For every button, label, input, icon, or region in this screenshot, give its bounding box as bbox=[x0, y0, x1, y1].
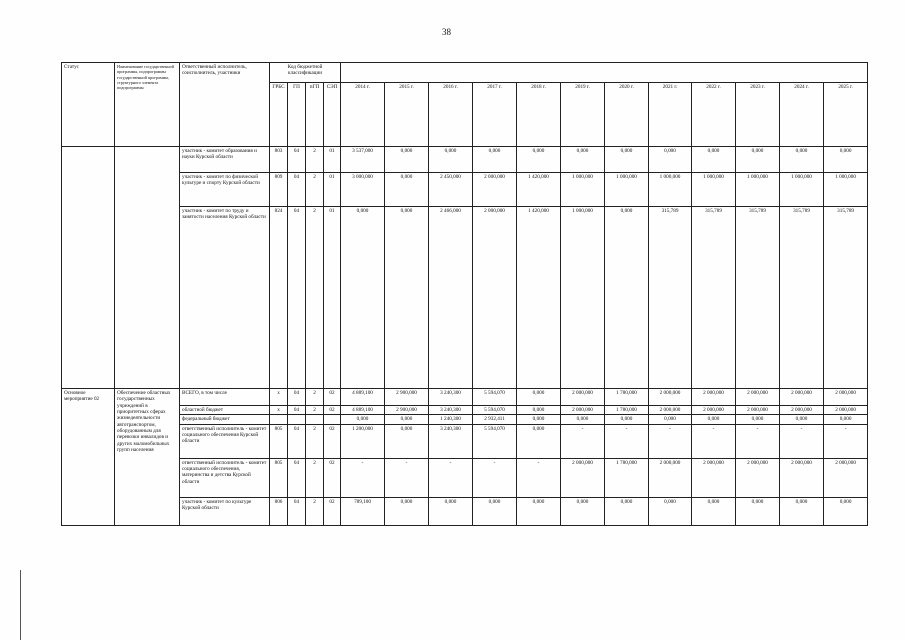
value-cell: 2 000,000 bbox=[692, 389, 736, 406]
value-cell: 2 932,411 bbox=[473, 415, 517, 424]
value-cell: 1 000,000 bbox=[605, 173, 649, 207]
value-cell: 0,000 bbox=[385, 173, 429, 207]
code-sep: 02 bbox=[324, 424, 341, 458]
value-cell: 3 240,300 bbox=[429, 389, 473, 406]
header-sep: СЭП bbox=[324, 83, 341, 147]
code-pgp: 2 bbox=[306, 406, 324, 415]
value-cell: 3 537,000 bbox=[341, 147, 385, 173]
row-label: ВСЕГО, в том числе bbox=[180, 389, 270, 406]
value-cell: 0,000 bbox=[649, 415, 692, 424]
value-cell: 0,000 bbox=[692, 147, 736, 173]
value-cell: 0,000 bbox=[605, 497, 649, 525]
value-cell: 3 240,300 bbox=[429, 424, 473, 458]
value-cell: 4 889,100 bbox=[341, 389, 385, 406]
code-sep: 02 bbox=[324, 406, 341, 415]
code-grbs: 806 bbox=[270, 497, 288, 525]
code-gp: 04 bbox=[288, 424, 306, 458]
value-cell: 0,000 bbox=[649, 147, 692, 173]
value-cell: 1 000,000 bbox=[561, 207, 605, 389]
value-cell: 2 000,000 bbox=[649, 389, 692, 406]
value-cell: 2 000,000 bbox=[824, 458, 868, 497]
code-gp: 04 bbox=[288, 406, 306, 415]
row-label: участник - комитет по культуре Курской области bbox=[180, 497, 270, 525]
code-grbs: х bbox=[270, 406, 288, 415]
value-cell: 0,000 bbox=[824, 497, 868, 525]
value-cell: 0,000 bbox=[736, 415, 780, 424]
value-cell: 2 000,000 bbox=[692, 458, 736, 497]
status-cell: Основное мероприятие 02 bbox=[62, 389, 115, 526]
code-sep: 02 bbox=[324, 458, 341, 497]
value-cell: 0,000 bbox=[605, 147, 649, 173]
row-label: федеральный бюджет bbox=[180, 415, 270, 424]
page-number: 38 bbox=[442, 27, 451, 37]
value-cell: 4 889,100 bbox=[341, 406, 385, 415]
code-gp bbox=[288, 415, 306, 424]
code-grbs: 803 bbox=[270, 147, 288, 173]
table-row bbox=[62, 173, 868, 207]
value-cell: 0,000 bbox=[517, 497, 561, 525]
code-pgp: 2 bbox=[306, 147, 324, 173]
value-cell: 5 594,070 bbox=[473, 389, 517, 406]
value-cell: 0,000 bbox=[605, 207, 649, 389]
value-cell: - bbox=[824, 424, 868, 458]
table-row bbox=[62, 406, 868, 415]
value-cell: 2 900,000 bbox=[385, 389, 429, 406]
budget-table bbox=[61, 62, 868, 526]
header-year: 2015 г. bbox=[385, 83, 429, 147]
value-cell: - bbox=[692, 424, 736, 458]
value-cell: 1 780,000 bbox=[605, 406, 649, 415]
value-cell: 0,000 bbox=[517, 415, 561, 424]
value-cell: 3 240,300 bbox=[429, 406, 473, 415]
value-cell: 5 594,070 bbox=[473, 424, 517, 458]
value-cell: 2 000,000 bbox=[649, 458, 692, 497]
value-cell: 2 000,000 bbox=[736, 389, 780, 406]
value-cell: 2 000,000 bbox=[649, 406, 692, 415]
value-cell: 2 000,000 bbox=[736, 406, 780, 415]
value-cell: - bbox=[341, 458, 385, 497]
value-cell: 315,789 bbox=[780, 207, 824, 389]
code-grbs: 824 bbox=[270, 207, 288, 389]
header-gp: ГП bbox=[288, 83, 306, 147]
value-cell: 0,000 bbox=[341, 415, 385, 424]
row-label: участник - комитет по труду и занятости населения Курской области bbox=[180, 207, 270, 389]
value-cell: - bbox=[605, 424, 649, 458]
header-year: 2014 г. bbox=[341, 83, 385, 147]
value-cell: 2 000,000 bbox=[736, 458, 780, 497]
value-cell: 315,789 bbox=[649, 207, 692, 389]
value-cell: 2 000,000 bbox=[780, 389, 824, 406]
row-label: областной бюджет bbox=[180, 406, 270, 415]
value-cell: - bbox=[385, 458, 429, 497]
table-row bbox=[62, 147, 868, 173]
code-gp: 04 bbox=[288, 458, 306, 497]
table-row bbox=[62, 207, 868, 389]
value-cell: 0,000 bbox=[385, 415, 429, 424]
value-cell: 315,789 bbox=[692, 207, 736, 389]
value-cell: 2 000,000 bbox=[561, 406, 605, 415]
value-cell: 0,000 bbox=[561, 415, 605, 424]
value-cell: 2 000,000 bbox=[561, 389, 605, 406]
value-cell: 0,000 bbox=[736, 497, 780, 525]
header-status: Статус bbox=[62, 63, 115, 147]
table-row bbox=[62, 497, 868, 525]
value-cell: 2 000,000 bbox=[780, 406, 824, 415]
header-pgp: пГП bbox=[306, 83, 324, 147]
value-cell: 2 000,000 bbox=[473, 173, 517, 207]
value-cell: 2 900,000 bbox=[385, 406, 429, 415]
value-cell: 0,000 bbox=[780, 147, 824, 173]
status-cell-empty bbox=[62, 147, 115, 389]
value-cell: 0,000 bbox=[517, 406, 561, 415]
value-cell: 0,000 bbox=[517, 389, 561, 406]
header-year: 2022 г. bbox=[692, 83, 736, 147]
header-year: 2016 г. bbox=[429, 83, 473, 147]
value-cell: 0,000 bbox=[736, 147, 780, 173]
table-row bbox=[62, 389, 868, 406]
value-cell: 2 000,000 bbox=[692, 406, 736, 415]
value-cell: 0,000 bbox=[824, 415, 868, 424]
value-cell: 789,100 bbox=[341, 497, 385, 525]
code-gp: 04 bbox=[288, 147, 306, 173]
value-cell: 1 780,000 bbox=[605, 389, 649, 406]
value-cell: 0,000 bbox=[385, 497, 429, 525]
code-sep: 02 bbox=[324, 389, 341, 406]
code-grbs bbox=[270, 415, 288, 424]
value-cell: 0,000 bbox=[605, 415, 649, 424]
value-cell: 0,000 bbox=[692, 415, 736, 424]
program-cell-empty bbox=[115, 147, 180, 389]
value-cell: 2 466,000 bbox=[429, 207, 473, 389]
row-label: ответственный исполнитель - комитет социального обеспечения Курской области bbox=[180, 424, 270, 458]
header-year: 2017 г. bbox=[473, 83, 517, 147]
value-cell: - bbox=[649, 424, 692, 458]
value-cell: - bbox=[561, 424, 605, 458]
header-year: 2023 г. bbox=[736, 83, 780, 147]
value-cell: - bbox=[780, 424, 824, 458]
code-gp: 04 bbox=[288, 207, 306, 389]
code-sep: 01 bbox=[324, 173, 341, 207]
code-sep: 01 bbox=[324, 207, 341, 389]
row-label: участник - комитет по физической культуре и спорту Курской области bbox=[180, 173, 270, 207]
header-year: 2025 г. bbox=[824, 83, 868, 147]
value-cell: - bbox=[473, 458, 517, 497]
value-cell: 0,000 bbox=[517, 424, 561, 458]
value-cell: 3 000,000 bbox=[341, 173, 385, 207]
value-cell: 2 000,000 bbox=[780, 458, 824, 497]
value-cell: 0,000 bbox=[561, 497, 605, 525]
header-grbs: ГРБС bbox=[270, 83, 288, 147]
value-cell: 5 594,070 bbox=[473, 406, 517, 415]
value-cell: 0,000 bbox=[692, 497, 736, 525]
value-cell: 0,000 bbox=[473, 147, 517, 173]
code-pgp: 2 bbox=[306, 389, 324, 406]
value-cell: 2 000,000 bbox=[473, 207, 517, 389]
value-cell: 0,000 bbox=[385, 207, 429, 389]
code-sep bbox=[324, 415, 341, 424]
row-label: участник - комитет образования и науки Курской области bbox=[180, 147, 270, 173]
code-pgp: 2 bbox=[306, 173, 324, 207]
value-cell: 0,000 bbox=[780, 497, 824, 525]
value-cell: - bbox=[517, 458, 561, 497]
value-cell: 1 000,000 bbox=[736, 173, 780, 207]
header-year: 2021 г. bbox=[649, 83, 692, 147]
value-cell: 0,000 bbox=[824, 147, 868, 173]
code-gp: 04 bbox=[288, 497, 306, 525]
header-responsible: Ответственный исполнитель, соисполнитель, участники bbox=[180, 63, 270, 147]
code-gp: 04 bbox=[288, 389, 306, 406]
value-cell: 315,789 bbox=[736, 207, 780, 389]
value-cell: 1 420,000 bbox=[517, 173, 561, 207]
value-cell: 0,000 bbox=[649, 497, 692, 525]
code-pgp: 2 bbox=[306, 424, 324, 458]
header-years-group bbox=[341, 63, 868, 83]
code-pgp: 2 bbox=[306, 207, 324, 389]
code-grbs: 805 bbox=[270, 458, 288, 497]
table-row bbox=[62, 458, 868, 497]
value-cell: 1 000,000 bbox=[561, 173, 605, 207]
code-pgp bbox=[306, 415, 324, 424]
table-row bbox=[62, 415, 868, 424]
value-cell: 2 000,000 bbox=[561, 458, 605, 497]
value-cell: 2 000,000 bbox=[824, 389, 868, 406]
header-budget-code: Код бюджетной классификации bbox=[270, 63, 341, 83]
header-program-name: Наименование государственной программы, подпрограммы государственной программы, структурного элемента подпрограммы bbox=[115, 63, 180, 147]
value-cell: 0,000 bbox=[341, 207, 385, 389]
value-cell: 0,000 bbox=[473, 497, 517, 525]
header-year: 2024 г. bbox=[780, 83, 824, 147]
value-cell: 0,000 bbox=[780, 415, 824, 424]
code-grbs: х bbox=[270, 389, 288, 406]
header-year: 2018 г. bbox=[517, 83, 561, 147]
value-cell: - bbox=[736, 424, 780, 458]
value-cell: 1 200,000 bbox=[341, 424, 385, 458]
row-label: ответственный исполнитель - комитет социального обеспечения, материнства и детства Курской области bbox=[180, 458, 270, 497]
value-cell: 1 000,000 bbox=[649, 173, 692, 207]
code-gp: 04 bbox=[288, 173, 306, 207]
code-sep: 02 bbox=[324, 497, 341, 525]
value-cell: 2 000,000 bbox=[824, 406, 868, 415]
value-cell: 315,789 bbox=[824, 207, 868, 389]
value-cell: - bbox=[429, 458, 473, 497]
code-pgp: 2 bbox=[306, 497, 324, 525]
value-cell: 0,000 bbox=[385, 147, 429, 173]
table-row bbox=[62, 424, 868, 458]
value-cell: 0,000 bbox=[429, 497, 473, 525]
value-cell: 1 240,300 bbox=[429, 415, 473, 424]
code-grbs: 805 bbox=[270, 424, 288, 458]
value-cell: 0,000 bbox=[385, 424, 429, 458]
margin-rule bbox=[20, 570, 21, 640]
code-pgp: 2 bbox=[306, 458, 324, 497]
code-sep: 01 bbox=[324, 147, 341, 173]
value-cell: 0,000 bbox=[517, 147, 561, 173]
header-year: 2019 г. bbox=[561, 83, 605, 147]
program-element-name: Обеспечение областных государственных учреждений в приоритетных сферах жизнедеятельности автотранспортом, оборудованным для перевозки инвалидов и других маломобильных групп населения bbox=[115, 389, 180, 526]
value-cell: 1 000,000 bbox=[780, 173, 824, 207]
code-grbs: 809 bbox=[270, 173, 288, 207]
value-cell: 1 000,000 bbox=[824, 173, 868, 207]
value-cell: 0,000 bbox=[561, 147, 605, 173]
value-cell: 1 780,000 bbox=[605, 458, 649, 497]
header-year: 2020 г. bbox=[605, 83, 649, 147]
value-cell: 1 000,000 bbox=[692, 173, 736, 207]
value-cell: 2 450,000 bbox=[429, 173, 473, 207]
value-cell: 0,000 bbox=[429, 147, 473, 173]
value-cell: 1 420,000 bbox=[517, 207, 561, 389]
